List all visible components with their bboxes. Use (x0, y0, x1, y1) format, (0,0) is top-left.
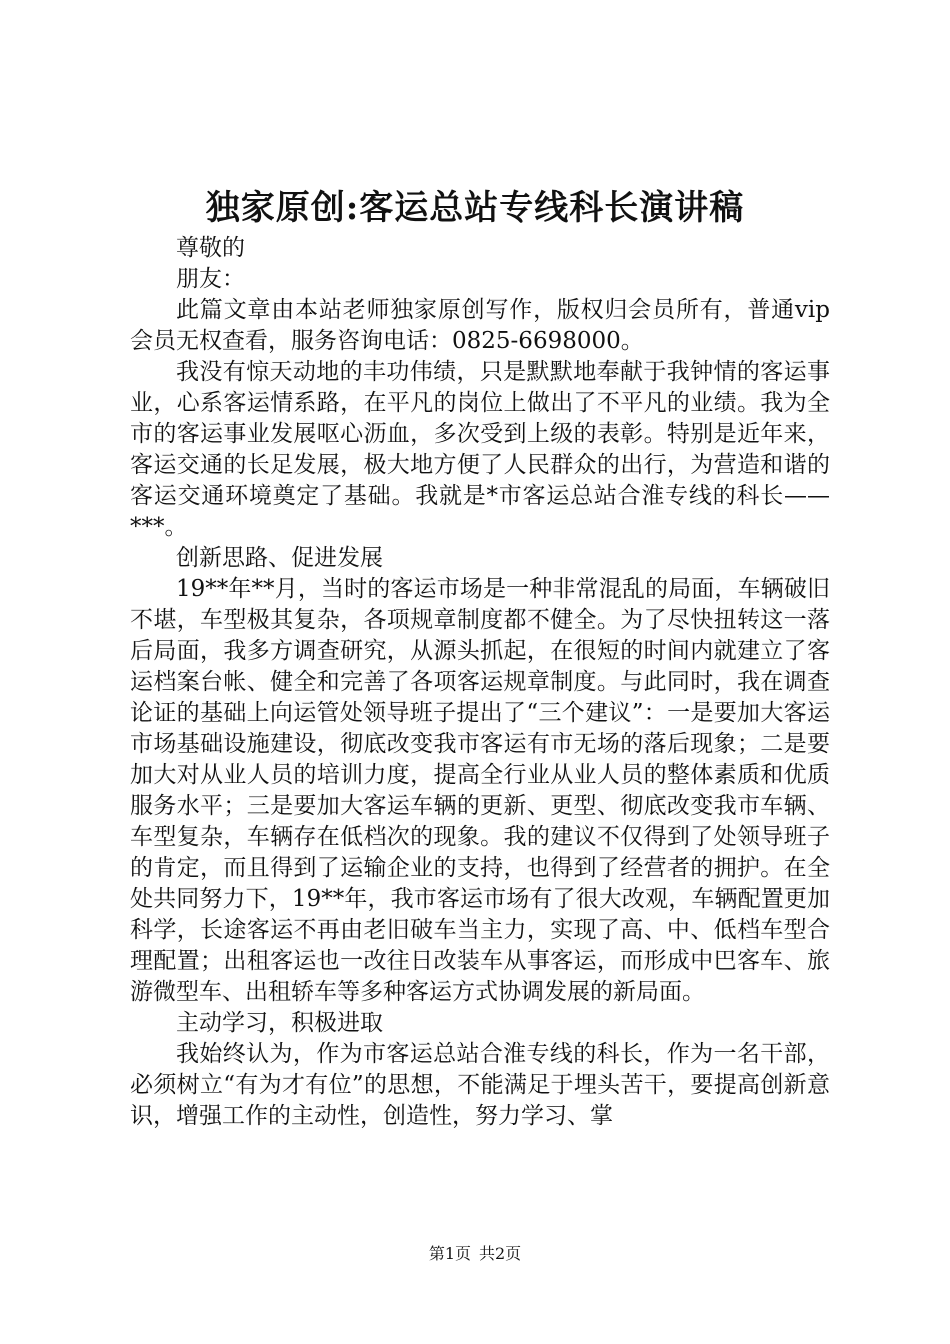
copyright-notice: 此篇文章由本站老师独家原创写作，版权归会员所有，普通vip会员无权查看，服务咨询电话：0825-6698000。 (130, 297, 830, 354)
section-heading-learning: 主动学习，积极进取 (176, 1010, 383, 1036)
section-heading-innovation: 创新思路、促进发展 (176, 545, 383, 571)
page-footer (0, 1244, 950, 1264)
innovation-paragraph: 19**年**月，当时的客运市场是一种非常混乱的局面，车辆破旧不堪，车型极其复杂，各项规章制度都不健全。为了尽快扭转这一落后局面，我多方调查研究，从源头抓起，在很短的时间内就建立了客运档案台帐、健全和完善了各项客运规章制度。与此同时，我在调查论证的基础上向运管处领导班子提出了“三个建议”：一是要加大客运市场基础设施建设，彻底改变我市客运有市无场的落后现象；二是要加大对从业人员的培训力度，提高全行业从业人员的整体素质和优质服务水平；三是要加大客运车辆的更新、更型、彻底改变我市车辆、车型复杂，车辆存在低档次的现象。我的建议不仅得到了处领导班子的肯定，而且得到了运输企业的支持，也得到了经营者的拥护。在全处共同努力下，19**年，我市客运市场有了很大改观，车辆配置更加科学，长途客运不再由老旧破车当主力，实现了高、中、低档车型合理配置；出租客运也一改往日改装车从事客运，而形成中巴客车、旅游微型车、出租轿车等多种客运方式协调发展的新局面。 (130, 576, 830, 1005)
salutation-line-1: 尊敬的 (176, 235, 245, 261)
document-body (130, 233, 830, 1132)
page-total: 共2页 (479, 1244, 522, 1263)
learning-paragraph: 我始终认为，作为市客运总站合淮专线的科长，作为一名干部，必须树立“有为才有位”的思想，不能满足于埋头苦干，要提高创新意识，增强工作的主动性，创造性，努力学习、掌 (130, 1041, 830, 1129)
document-title: 独家原创:客运总站专线科长演讲稿 (205, 188, 745, 228)
salutation-line-2: 朋友： (176, 266, 245, 292)
page-number: 第1页 (428, 1244, 471, 1263)
intro-paragraph: 我没有惊天动地的丰功伟绩，只是默默地奉献于我钟情的客运事业，心系客运情系路，在平凡的岗位上做出了不平凡的业绩。我为全市的客运事业发展呕心沥血，多次受到上级的表彰。特别是近年来，客运交通的长足发展，极大地方便了人民群众的出行，为营造和谐的客运交通环境奠定了基础。我就是*市客运总站合淮专线的科长——***。 (130, 359, 830, 540)
